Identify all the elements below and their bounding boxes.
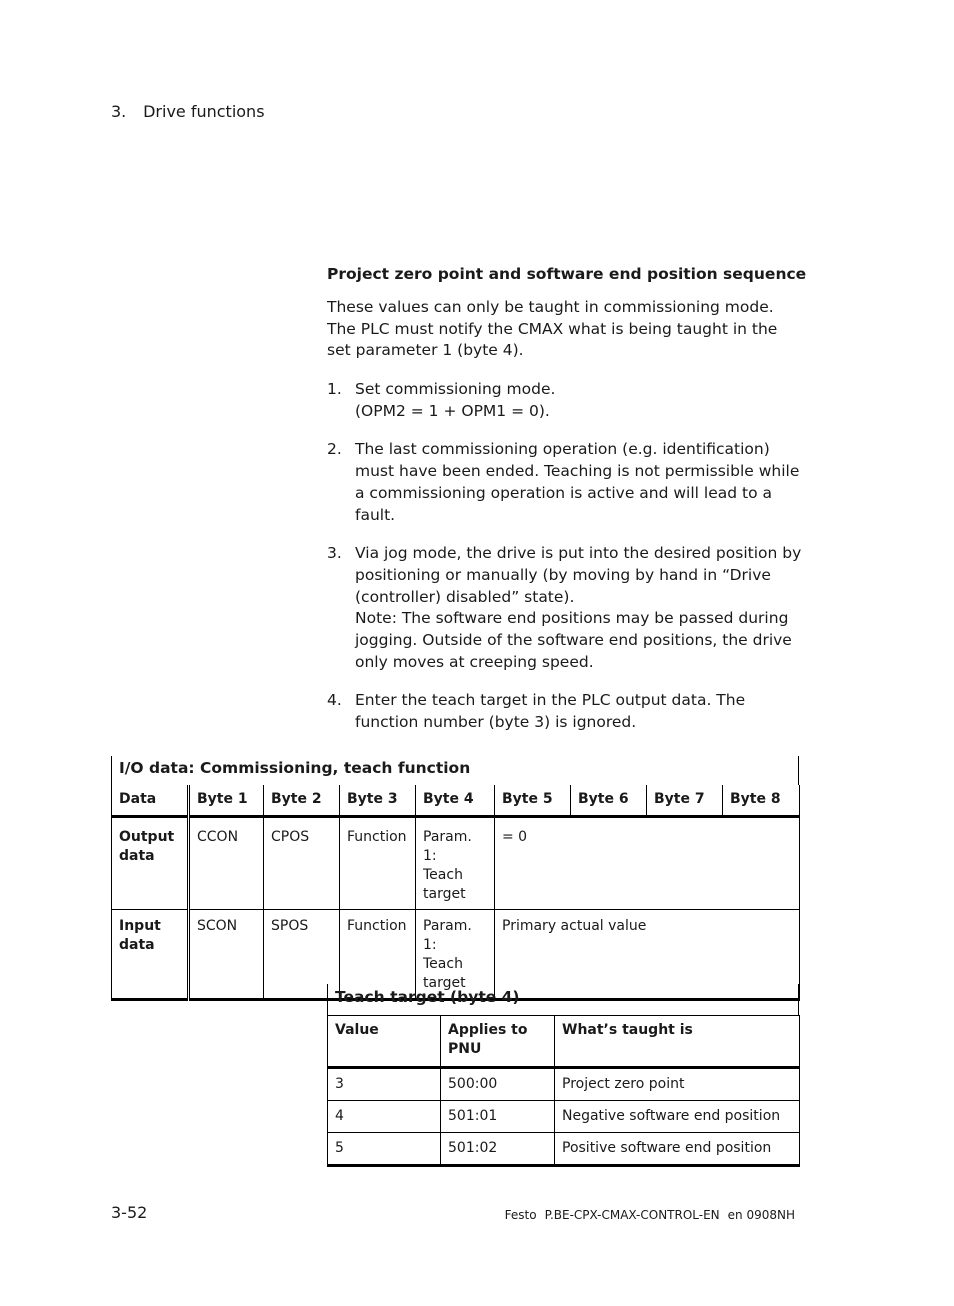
page-number: 3-52	[111, 1203, 148, 1222]
step-text: Via jog mode, the drive is put into the desired position by positioning or manually (by moving by hand in “Drive (controller) disabled” state). Note: The software end positions may be passed during jogging. Outside of the software end positions, the drive only moves at creeping speed.	[355, 544, 802, 671]
column-header: Byte 1	[189, 785, 264, 817]
teach-target-table-block	[327, 984, 799, 1167]
column-header: Byte 3	[340, 785, 416, 817]
teach-table-header-row	[328, 1016, 800, 1068]
table-row	[328, 1068, 800, 1101]
footer-doc-id: P.BE-CPX-CMAX-CONTROL-EN	[544, 1208, 720, 1222]
table-cell: CCON	[189, 817, 264, 910]
column-header: Byte 8	[723, 785, 800, 817]
table-cell: SCON	[189, 910, 264, 1000]
table-cell: Function	[340, 910, 416, 1000]
io-data-table-block	[111, 756, 799, 1001]
table-cell: 501:01	[441, 1101, 555, 1133]
io-table-title: I/O data: Commissioning, teach function	[111, 756, 799, 785]
table-cell: Param. 1: Teach target	[416, 910, 495, 1000]
column-header: Value	[328, 1016, 441, 1068]
step-text: Set commissioning mode. (OPM2 = 1 + OPM1 = 0).	[355, 380, 556, 420]
table-cell: Param. 1: Teach target	[416, 817, 495, 910]
io-table-header-row	[112, 785, 800, 817]
step-item	[327, 379, 802, 422]
table-row	[112, 817, 800, 910]
table-cell: Positive software end position	[555, 1133, 800, 1166]
table-cell: 5	[328, 1133, 441, 1166]
step-number: 3.	[327, 544, 342, 563]
step-number: 4.	[327, 691, 342, 710]
column-header: Byte 4	[416, 785, 495, 817]
column-header: Byte 2	[264, 785, 340, 817]
chapter-title: Drive functions	[143, 102, 265, 121]
footer-company: Festo	[504, 1208, 537, 1222]
table-cell: 4	[328, 1101, 441, 1133]
table-cell: 3	[328, 1068, 441, 1101]
column-header: Byte 5	[495, 785, 571, 817]
step-item	[327, 690, 802, 733]
column-header: Applies to PNU	[441, 1016, 555, 1068]
table-cell: SPOS	[264, 910, 340, 1000]
step-number: 1.	[327, 380, 342, 398]
column-header: Byte 6	[571, 785, 647, 817]
table-cell: Project zero point	[555, 1068, 800, 1101]
row-label: Output data	[112, 817, 189, 910]
row-label: Input data	[112, 910, 189, 1000]
table-cell: Primary actual value	[495, 910, 800, 1000]
steps-list	[327, 379, 802, 751]
table-cell: 501:02	[441, 1133, 555, 1166]
chapter-number: 3.	[111, 102, 127, 121]
column-header: What’s taught is	[555, 1016, 800, 1068]
teach-table-title: Teach target (byte 4)	[327, 984, 799, 1015]
step-item	[327, 439, 802, 526]
footer-version: en 0908NH	[727, 1208, 795, 1222]
table-cell: = 0	[495, 817, 800, 910]
section-title: Project zero point and software end position sequence	[327, 265, 807, 283]
step-item	[327, 543, 802, 673]
io-data-table	[111, 785, 800, 1001]
chapter-heading	[111, 102, 265, 121]
step-text: Enter the teach target in the PLC output data. The function number (byte 3) is ignored.	[355, 691, 746, 732]
table-row	[328, 1101, 800, 1133]
teach-target-table	[327, 1015, 800, 1167]
footer-info	[497, 1208, 795, 1222]
table-cell: CPOS	[264, 817, 340, 910]
table-cell: 500:00	[441, 1068, 555, 1101]
column-header: Byte 7	[647, 785, 723, 817]
column-header: Data	[112, 785, 189, 817]
table-cell: Function	[340, 817, 416, 910]
intro-paragraph: These values can only be taught in commissioning mode. The PLC must notify the CMAX what is being taught in the set parameter 1 (byte 4).	[327, 298, 778, 360]
table-cell: Negative software end position	[555, 1101, 800, 1133]
table-row	[328, 1133, 800, 1166]
step-number: 2.	[327, 440, 342, 459]
step-text: The last commissioning operation (e.g. identification) must have been ended. Teaching is not permissible while a commissioning operation is active and will lead to a fault.	[355, 440, 800, 524]
